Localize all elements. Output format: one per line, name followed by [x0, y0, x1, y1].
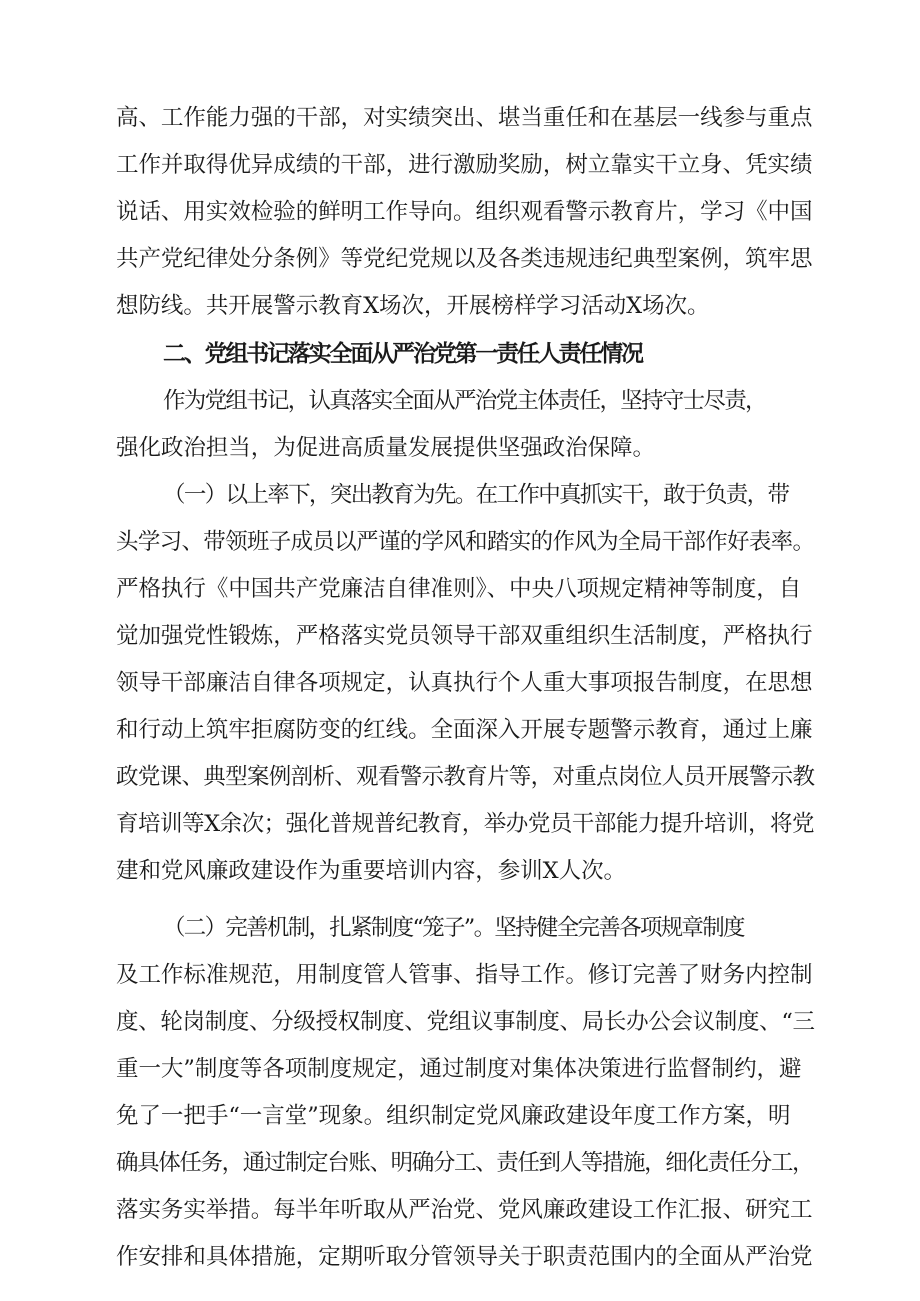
text-line: 严格执行《中国共产党廉洁自律准则》、中央八项规定精神等制度，自 — [116, 576, 802, 602]
text-line: 政党课、典型案例剖析、观看警示教育片等，对重点岗位人员开展警示教 — [116, 764, 815, 790]
text-line: 育培训等X余次；强化普规普纪教育，举办党员干部能力提升培训，将党 — [116, 811, 815, 837]
text-line: 强化政治担当，为促进高质量发展提供坚强政治保障。 — [116, 435, 655, 461]
text-line: 想防线。共开展警示教育X场次，开展榜样学习活动X场次。 — [116, 293, 710, 319]
text-line: 及工作标准规范，用制度管人管事、指导工作。修订完善了财务内控制 — [116, 962, 813, 988]
text-line: 高、工作能力强的干部，对实绩突出、堪当重任和在基层一线参与重点 — [116, 105, 813, 131]
text-line: 作为党组书记，认真落实全面从严治党主体责任，坚持守士尽责， — [163, 388, 766, 414]
text-line: 免了一把手“一言堂”现象。组织制定党风廉政建设年度工作方案，明 — [116, 1103, 791, 1129]
text-line: 共产党纪律处分条例》等党纪党规以及各类违规违纪典型案例，筑牢思 — [116, 246, 813, 272]
section-heading: 二、党组书记落实全面从严治党第一责任人责任情况 — [163, 341, 642, 367]
text-line: 重一大”制度等各项制度规定，通过制度对集体决策进行监督制约，避 — [116, 1056, 802, 1082]
text-line: 建和党风廉政建设作为重要培训内容，参训X人次。 — [116, 858, 626, 884]
text-line: 觉加强党性锻炼，严格落实党员领导干部双重组织生活制度，严格执行 — [116, 623, 813, 649]
text-line: 落实务实举措。每半年听取从严治党、党风廉政建设工作汇报、研究工 — [116, 1197, 813, 1223]
text-line: 作安排和具体措施，定期听取分管领导关于职责范围内的全面从严治党 — [116, 1244, 813, 1270]
text-line: 头学习、带领班子成员以严谨的学风和踏实的作风为全局干部作好表率。 — [116, 529, 815, 555]
text-line: 和行动上筑牢拒腐防变的红线。全面深入开展专题警示教育，通过上廉 — [116, 717, 813, 743]
text-line: 工作并取得优异成绩的干部，进行激励奖励，树立靠实干立身、凭实绩 — [116, 152, 813, 178]
text-line: （一）以上率下，突出教育为先。在工作中真抓实干，敢于负责，带 — [163, 482, 789, 508]
text-line: 领导干部廉洁自律各项规定，认真执行个人重大事项报告制度，在思想 — [116, 670, 813, 696]
text-line: （二）完善机制，扎紧制度“笼子”。坚持健全完善各项规章制度 — [163, 915, 744, 941]
text-line: 度、轮岗制度、分级授权制度、党组议事制度、局长办公会议制度、“三 — [116, 1009, 815, 1035]
text-line: 确具体任务，通过制定台账、明确分工、责任到人等措施，细化责任分工， — [116, 1150, 814, 1176]
text-line: 说话、用实效检验的鲜明工作导向。组织观看警示教育片，学习《中国 — [116, 199, 813, 225]
